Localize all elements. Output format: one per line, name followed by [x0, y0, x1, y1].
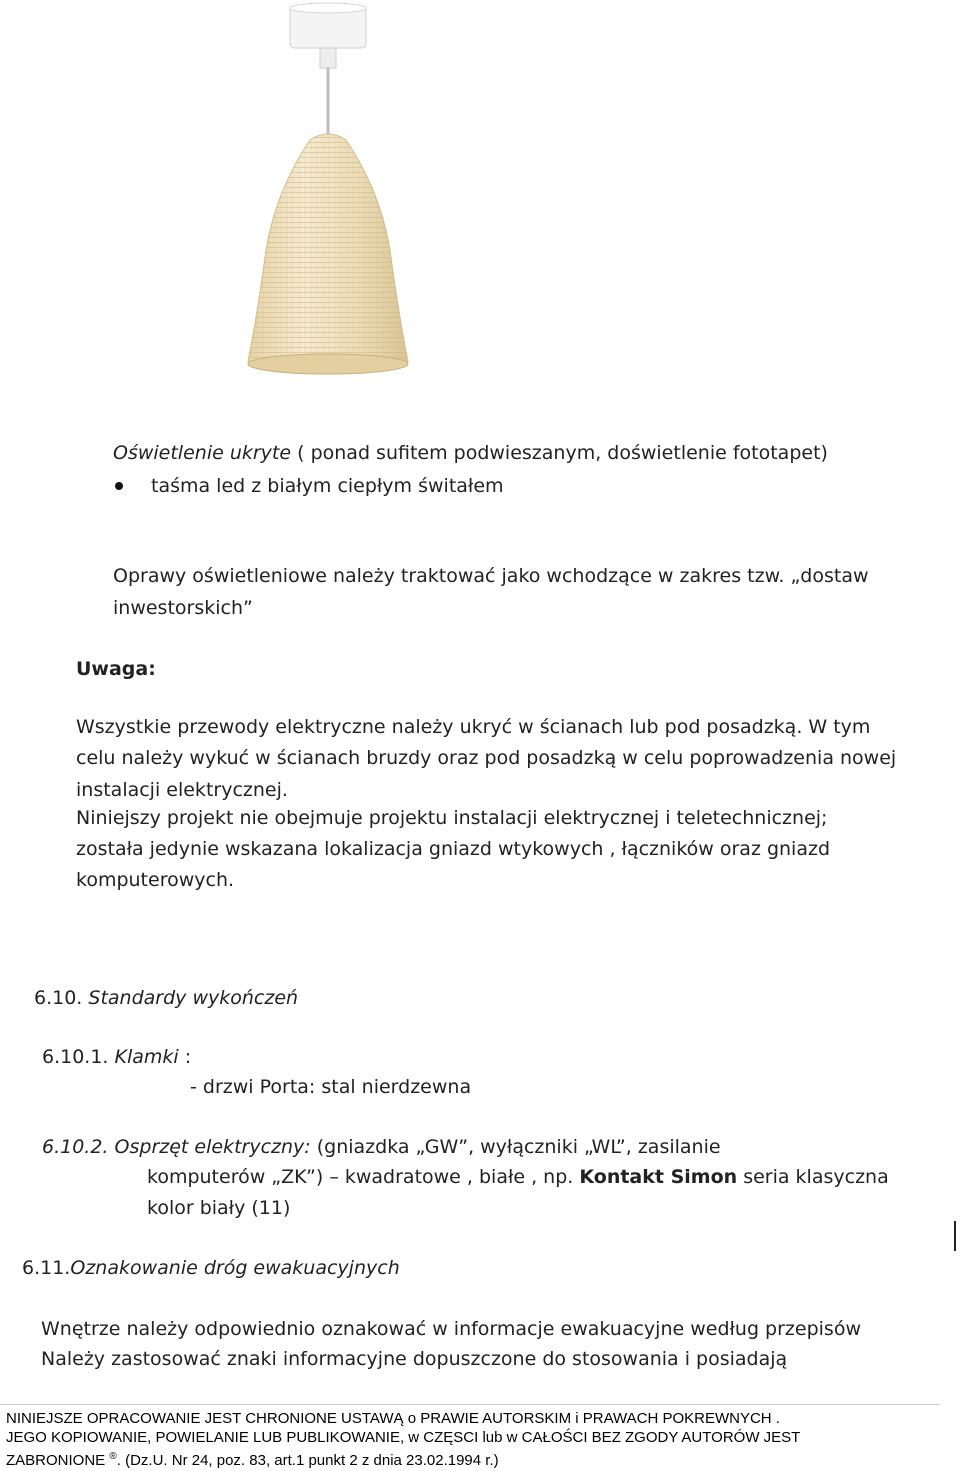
- remark-label: Uwaga:: [76, 658, 156, 680]
- lamp-image: [230, 0, 430, 395]
- investor-note-line2: inwestorskich”: [113, 597, 253, 619]
- section-heading-evacuation: 6.11.Oznakowanie dróg ewakuacyjnych: [22, 1257, 400, 1279]
- handles-item: - drzwi Porta: stal nierdzewna: [190, 1076, 472, 1098]
- evacuation-line2: Należy zastosować znaki informacyjne dopuszczone do stosowania i posiadają: [41, 1348, 788, 1370]
- remark-p2-line3: komputerowych.: [76, 869, 235, 891]
- footer-line3: ZABRONIONE ®. (Dz.U. Nr 24, poz. 83, art.1 punkt 2 z dnia 23.02.1994 r.): [6, 1451, 499, 1469]
- subsection-heading-handles: 6.10.1. Klamki :: [42, 1046, 192, 1068]
- footer-line2: JEGO KOPIOWANIE, POWIELANIE LUB PUBLIKOWANIE, w CZĘSCI lub w CAŁOŚCI BEZ ZGODY AUTORÓW JEST: [6, 1429, 801, 1446]
- margin-mark: [954, 1221, 956, 1251]
- subsection-heading-fittings: 6.10.2. Osprzęt elektryczny: (gniazdka „GW”, wyłączniki „WL”, zasilanie: [42, 1136, 721, 1158]
- rattan-pendant-lamp-icon: [230, 0, 430, 395]
- investor-note-line1: Oprawy oświetleniowe należy traktować jako wchodzące w zakres tzw. „dostaw: [113, 565, 869, 587]
- hidden-lighting-heading: Oświetlenie ukryte ( ponad sufitem podwieszanym, doświetlenie fototapet): [113, 442, 828, 464]
- footer-line1: NINIEJSZE OPRACOWANIE JEST CHRONIONE USTAWĄ o PRAWIE AUTORSKIM i PRAWACH POKREWNYCH .: [6, 1410, 780, 1427]
- section-heading-standards: 6.10. Standardy wykończeń: [34, 987, 299, 1009]
- fittings-line2: komputerów „ZK”) – kwadratowe , białe , np. Kontakt Simon seria klasyczna: [147, 1166, 889, 1188]
- bullet-icon: [115, 482, 123, 490]
- remark-p1-line1: Wszystkie przewody elektryczne należy ukryć w ścianach lub pod posadzką. W tym: [76, 716, 871, 738]
- remark-p1-line2: celu należy wykuć w ścianach bruzdy oraz pod posadzką w celu poprowadzenia nowej: [76, 747, 897, 769]
- remark-p2-line1: Niniejszy projekt nie obejmuje projektu instalacji elektrycznej i teletechnicznej;: [76, 807, 828, 829]
- remark-p1-line3: instalacji elektrycznej.: [76, 779, 288, 801]
- bullet-item: taśma led z białym ciepłym świtałem: [151, 475, 504, 497]
- remark-p2-line2: została jedynie wskazana lokalizacja gniazd wtykowych , łączników oraz gniazd: [76, 838, 831, 860]
- footer-divider: [0, 1404, 940, 1405]
- fittings-line3: kolor biały (11): [147, 1197, 291, 1219]
- evacuation-line1: Wnętrze należy odpowiednio oznakować w informacje ewakuacyjne według przepisów: [41, 1318, 861, 1340]
